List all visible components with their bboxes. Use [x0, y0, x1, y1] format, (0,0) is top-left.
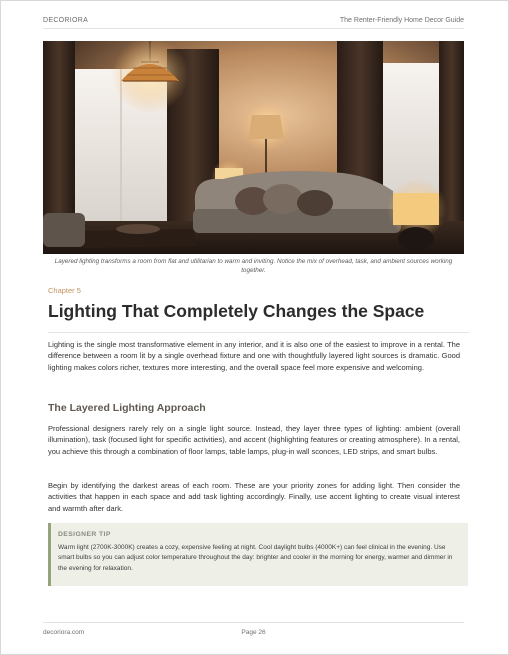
designer-tip-box: [48, 523, 468, 586]
footer-site: decoriora.com: [43, 629, 85, 636]
title-divider: [48, 332, 469, 333]
layered-lighting-paragraph: Professional designers rarely rely on a single light source. Instead, they layer three types of lighting: ambient (overall illumination), task (focused light for specific activities), and accent (highlighting features or creating atmosphere). In a rental, you achieve this through a combination of floor lamps, table lamps, plug-in wall sconces, LED strips, and smart bulbs.: [48, 424, 460, 456]
header-guide-title: The Renter-Friendly Home Decor Guide: [339, 17, 464, 24]
living-room-illustration: [43, 41, 464, 254]
intro-paragraph: Lighting is the single most transformative element in any interior, and it is also one of the easiest to improve in a rental. The difference between a room lit by a single overhead fixture and one with thoughtfully layered light sources is dramatic. Good lighting makes colors richer, textures more interesting, and the overall space feel more expensive and welcoming.: [48, 340, 460, 372]
section-heading: The Layered Lighting Approach: [48, 402, 206, 414]
tip-text: Warm light (2700K-3000K) creates a cozy, expensive feeling at night. Cool daylight bulbs (4000K+) can feel clinical in the evening. Use smart bulbs so you can adjust color temperature throughout the day: brighter and cooler in the morning for energy, warmer and dimmer in the evening for relaxation.: [58, 544, 453, 572]
hero-photo: [43, 41, 464, 254]
header-brand: DECORIORA: [43, 17, 89, 24]
running-header: [43, 17, 464, 29]
tip-label: DESIGNER TIP: [58, 531, 111, 538]
darkest-areas-paragraph: Begin by identifying the darkest areas of each room. These are your priority zones for adding light. Then consider the activities that happen in each space and add task lighting accordingly. Finally, use accent lighting to create visual interest and warmth after dark.: [48, 481, 460, 513]
page-number: Page 26: [241, 629, 266, 636]
running-footer: [43, 622, 464, 636]
chapter-title: Lighting That Completely Changes the Space: [48, 301, 425, 321]
chapter-label: Chapter 5: [48, 286, 81, 295]
photo-caption: Layered lighting transforms a room from flat and utilitarian to warm and inviting. Notice the mix of overhead, task, and ambient sources working together.: [54, 258, 453, 274]
